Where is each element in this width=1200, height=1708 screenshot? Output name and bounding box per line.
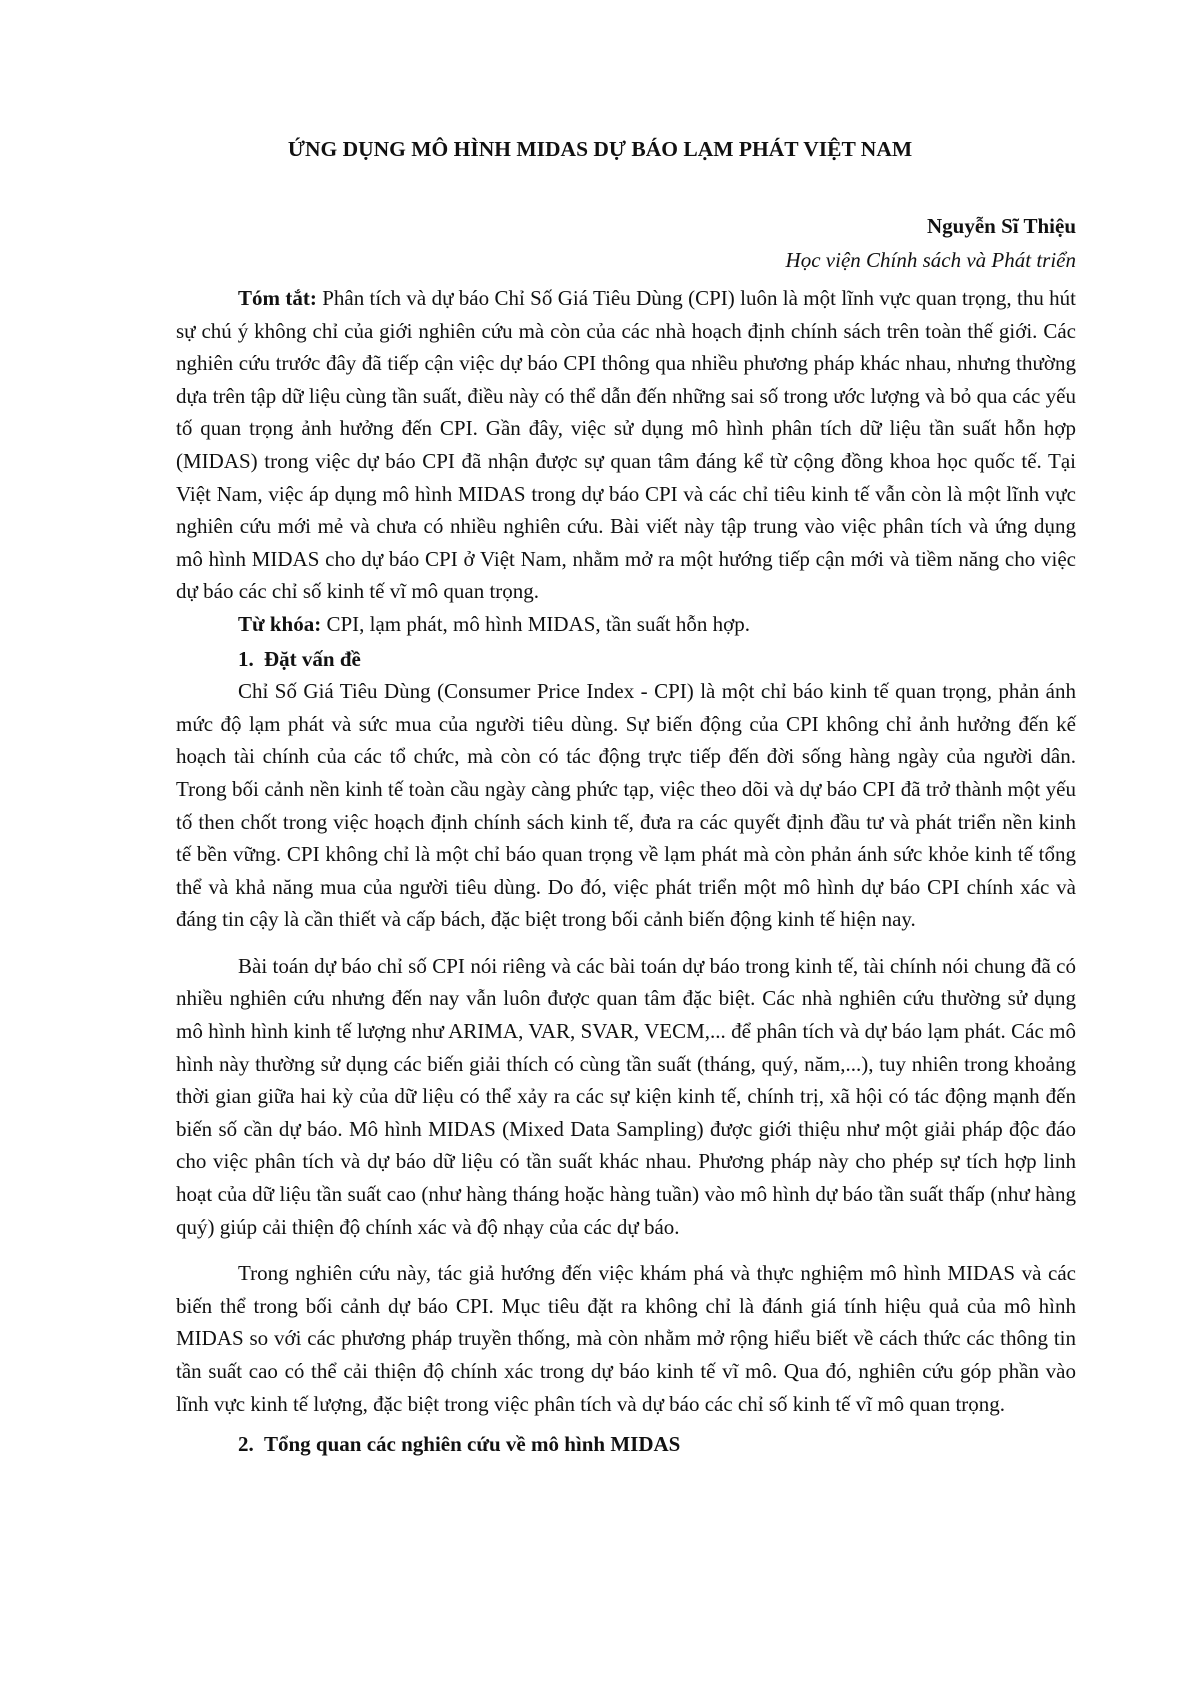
section-1-paragraph-1: Chỉ Số Giá Tiêu Dùng (Consumer Price Index - CPI) là một chỉ báo kinh tế quan trọng, phản ánh mức độ lạm phát và sức mua của người tiêu dùng. Sự biến động của CPI không chỉ ảnh hưởng đến kế hoạch tài chính của các tổ chức, mà còn có tác động trực tiếp đến đời sống hàng ngày của người dân. Trong bối cảnh nền kinh tế toàn cầu ngày càng phức tạp, việc theo dõi và dự báo CPI đã trở thành một yếu tố then chốt trong việc hoạch định chính sách kinh tế, đưa ra các quyết định đầu tư và phát triển nền kinh tế bền vững. CPI không chỉ là một chỉ báo quan trọng về lạm phát mà còn phản ánh sức khỏe kinh tế tổng thể và khả năng mua của người tiêu dùng. Do đó, việc phát triển một mô hình dự báo CPI chính xác và đáng tin cậy là cần thiết và cấp bách, đặc biệt trong bối cảnh biến động kinh tế hiện nay. [176, 679, 1076, 932]
section-1-title: Đặt vấn đề [264, 646, 361, 671]
author-affiliation: Học viện Chính sách và Phát triển [785, 248, 1076, 272]
section-1-heading [176, 643, 1076, 676]
section-2-heading [176, 1428, 1076, 1461]
section-1-number: 1. [238, 646, 254, 671]
abstract-paragraph [176, 282, 1076, 608]
paper-title: ỨNG DỤNG MÔ HÌNH MIDAS DỰ BÁO LẠM PHÁT VIỆT NAM [287, 137, 913, 161]
keywords-text: CPI, lạm phát, mô hình MIDAS, tần suất hỗn hợp. [326, 611, 750, 636]
paper-body [176, 282, 1076, 1461]
keywords-paragraph [176, 608, 1076, 641]
section-1-paragraph-3: Trong nghiên cứu này, tác giả hướng đến việc khám phá và thực nghiệm mô hình MIDAS và các biến thể trong bối cảnh dự báo CPI. Mục tiêu đặt ra không chỉ là đánh giá tính hiệu quả của mô hình MIDAS so với các phương pháp truyền thống, mà còn nhằm mở rộng hiểu biết về cách thức các thông tin tần suất cao có thể cải thiện độ chính xác trong dự báo kinh tế vĩ mô. Qua đó, nghiên cứu góp phần vào lĩnh vực kinh tế lượng, đặc biệt trong việc phân tích và dự báo các chỉ số kinh tế vĩ mô quan trọng. [176, 1261, 1076, 1416]
abstract-text: Phân tích và dự báo Chỉ Số Giá Tiêu Dùng (CPI) luôn là một lĩnh vực quan trọng, thu hút sự chú ý không chỉ của giới nghiên cứu mà còn của các nhà hoạch định chính sách trên toàn thế giới. Các nghiên cứu trước đây đã tiếp cận việc dự báo CPI thông qua nhiều phương pháp khác nhau, nhưng thường dựa trên tập dữ liệu cùng tần suất, điều này có thể dẫn đến những sai số trong ước lượng và bỏ qua các yếu tố quan trọng ảnh hưởng đến CPI. Gần đây, việc sử dụng mô hình phân tích dữ liệu tần suất hỗn hợp (MIDAS) trong việc dự báo CPI đã nhận được sự quan tâm đáng kể từ cộng đồng khoa học quốc tế. Tại Việt Nam, việc áp dụng mô hình MIDAS trong dự báo CPI và các chỉ tiêu kinh tế vẫn còn là một lĩnh vực nghiên cứu mới mẻ và chưa có nhiều nghiên cứu. Bài viết này tập trung vào việc phân tích và ứng dụng mô hình MIDAS cho dự báo CPI ở Việt Nam, nhằm mở ra một hướng tiếp cận mới và tiềm năng cho việc dự báo các chỉ số kinh tế vĩ mô quan trọng. [176, 286, 1077, 604]
author-name: Nguyễn Sĩ Thiệu [927, 214, 1076, 238]
section-2-number: 2. [238, 1432, 254, 1457]
section-1-paragraph-2: Bài toán dự báo chỉ số CPI nói riêng và các bài toán dự báo trong kinh tế, tài chính nói chung đã có nhiều nghiên cứu nhưng đến nay vẫn luôn được quan tâm đặc biệt. Các nhà nghiên cứu thường sử dụng mô hình hình kinh tế lượng như ARIMA, VAR, SVAR, VECM,... để phân tích và dự báo lạm phát. Các mô hình này thường sử dụng các biến giải thích có cùng tần suất (tháng, quý, năm,...), tuy nhiên trong khoảng thời gian giữa hai kỳ của dữ liệu có thể xảy ra các sự kiện kinh tế, chính trị, xã hội có tác động mạnh đến biến số cần dự báo. Mô hình MIDAS (Mixed Data Sampling) được giới thiệu như một giải pháp độc đáo cho việc phân tích và dự báo dữ liệu có tần suất khác nhau. Phương pháp này cho phép sự tích hợp linh hoạt của dữ liệu tần suất cao (như hàng tháng hoặc hàng tuần) vào mô hình dự báo tần suất thấp (như hàng quý) giúp cải thiện độ chính xác và độ nhạy của các dự báo. [176, 953, 1076, 1239]
abstract-label: Tóm tắt: [238, 286, 317, 310]
keywords-label: Từ khóa: [238, 611, 322, 636]
section-2-title: Tổng quan các nghiên cứu về mô hình MIDAS [264, 1432, 681, 1457]
